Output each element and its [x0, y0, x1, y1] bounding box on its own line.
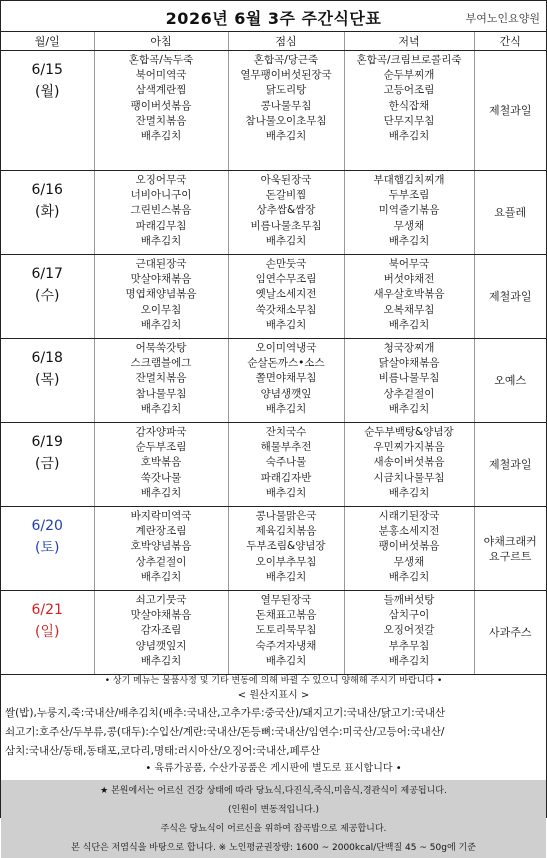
menu-item: 닭도리탕	[265, 84, 307, 97]
lunch-cell	[228, 339, 344, 423]
day-cell	[1, 423, 94, 507]
breakfast-cell	[94, 51, 228, 171]
lunch-cell	[228, 255, 344, 339]
snack-item: 제철과일	[488, 458, 532, 471]
menu-item: 배추김치	[388, 318, 430, 331]
menu-item: 한식잡채	[388, 99, 430, 112]
diet-notice-line: (인원이 변동적입니다.)	[228, 805, 319, 815]
menu-item: 배추김치	[388, 130, 430, 143]
menu-item: 팽이버섯볶음	[130, 99, 192, 112]
snack-item: 요구르트	[488, 549, 532, 563]
menu-item: 청국장찌개	[383, 342, 435, 354]
breakfast-cell	[94, 255, 228, 339]
menu-item: 두부조림	[388, 189, 430, 202]
menu-day-row	[1, 591, 546, 675]
menu-item: 계란장조림	[135, 525, 187, 538]
menu-item: 부대햄김치찌개	[373, 174, 445, 186]
menu-item: 비름나물초무침	[250, 219, 322, 232]
menu-day-row	[1, 255, 546, 339]
menu-item: 어묵쑥갓탕	[135, 342, 187, 354]
breakfast-cell	[94, 507, 228, 591]
menu-item: 잔멸치볶음	[135, 372, 187, 385]
menu-item: 혼합곡/크림브로콜리죽	[356, 54, 462, 66]
day-cell	[1, 171, 94, 255]
menu-item: 배추김치	[140, 402, 182, 415]
menu-item: 양념깻잎지	[135, 639, 187, 652]
weekday-label: (월)	[35, 84, 60, 100]
menu-item: 배추김치	[140, 570, 182, 583]
menu-day-row	[1, 339, 546, 423]
menu-item: 우민찌가지볶음	[373, 441, 445, 454]
snack-cell	[474, 51, 546, 171]
menu-item: 배추김치	[265, 570, 307, 583]
menu-item: 오이미역냉국	[255, 342, 317, 354]
snack-item: 오예스	[494, 374, 527, 387]
special-diet-notice-box	[1, 780, 546, 858]
origin-title: < 원산지표시 >	[237, 690, 310, 701]
menu-item: 쫄면야채무침	[255, 372, 317, 385]
diet-notice-line: 본 식단은 저염식을 바탕으로 합니다. ※ 노인평균권장량: 1600 ~ 2000kcal/단백질 45 ~ 50g에 기준	[71, 843, 476, 853]
menu-item: 배추김치	[265, 402, 307, 415]
menu-item: 너비아니구이	[130, 189, 192, 202]
column-header-date: 월/일	[1, 32, 94, 51]
menu-item: 파래김자반	[260, 471, 312, 484]
origin-line: 쇠고기:호주산/두부류,콩(대두):수입산/계란:국내산/돈등뼈:국내산/임연수:미국산/고등어:국내산/	[5, 726, 445, 738]
menu-item: 상추쌈&쌈장	[256, 204, 316, 217]
breakfast-cell	[94, 339, 228, 423]
menu-item: 새송이버섯볶음	[373, 456, 445, 469]
origin-line: 쌀(밥),누룽지,죽:국내산/배추김치(배추:국내산,고추가루:중국산)/돼지고기:국내산/닭고기:국내산	[5, 707, 446, 719]
menu-item: 미역줄기볶음	[378, 204, 440, 217]
menu-item: 쑥갓나물	[140, 471, 182, 484]
menu-item: 배추김치	[140, 318, 182, 331]
menu-item: 스크램블에그	[130, 357, 192, 370]
column-header-lunch: 점심	[228, 32, 344, 51]
menu-item: 콩나물무침	[260, 99, 312, 112]
weekday-label: (목)	[35, 372, 60, 388]
menu-item: 콩나물맑은국	[255, 510, 317, 522]
dinner-cell	[344, 255, 474, 339]
menu-item: 배추김치	[140, 654, 182, 667]
menu-item: 비름나물무침	[378, 372, 440, 385]
menu-item: 감자양파국	[135, 426, 187, 438]
snack-item: 제철과일	[488, 290, 532, 303]
menu-item: 삼색계란찜	[135, 84, 187, 97]
lunch-cell	[228, 171, 344, 255]
menu-item: 시래기된장국	[378, 510, 440, 522]
menu-item: 상추겉절이	[383, 387, 435, 400]
menu-item: 오징어무국	[135, 174, 187, 186]
menu-item: 오징어젓갈	[383, 624, 435, 637]
menu-item: 해물부추전	[260, 441, 312, 454]
weekday-label: (화)	[35, 204, 60, 220]
menu-item: 순두부찌개	[383, 69, 435, 82]
menu-item: 배추김치	[388, 486, 430, 499]
date-label: 6/17	[31, 266, 63, 282]
menu-item: 배추김치	[388, 570, 430, 583]
menu-item: 참나물오이초무침	[245, 114, 327, 127]
menu-item: 양념생깻잎	[260, 387, 312, 400]
menu-item: 새우살호박볶음	[373, 288, 445, 301]
weekday-label: (금)	[35, 456, 60, 472]
menu-item: 순살돈까스•소스	[247, 357, 325, 370]
date-label: 6/15	[31, 62, 63, 78]
menu-table-header-row	[1, 32, 546, 51]
menu-item: 삼치구이	[388, 609, 430, 622]
menu-item: 오이부추무침	[255, 555, 317, 568]
column-header-breakfast: 아침	[94, 32, 228, 51]
menu-item: 배추김치	[388, 402, 430, 415]
column-header-dinner: 저녁	[344, 32, 474, 51]
menu-item: 제육김치볶음	[255, 525, 317, 538]
menu-day-row	[1, 423, 546, 507]
menu-item: 바지락미역국	[130, 510, 192, 522]
menu-item: 시금치나물무침	[373, 471, 445, 484]
menu-item: 무생채	[393, 219, 425, 232]
menu-item: 숙주나물	[265, 456, 307, 469]
menu-item: 명엽채양념볶음	[125, 288, 197, 301]
menu-item: 순두부조림	[135, 441, 187, 454]
menu-item: 배추김치	[265, 654, 307, 667]
snack-cell	[474, 423, 546, 507]
menu-item: 도토리묵무침	[255, 624, 317, 637]
menu-item: 고등어조림	[383, 84, 435, 97]
menu-item: 오복채무침	[383, 303, 435, 316]
menu-item: 두부조림&양념장	[246, 540, 326, 553]
menu-item: 파래김무침	[135, 219, 187, 232]
menu-item: 손만둣국	[265, 258, 307, 270]
snack-cell	[474, 591, 546, 675]
menu-item: 배추김치	[140, 130, 182, 143]
menu-item: 배추김치	[265, 486, 307, 499]
menu-item: 임연수무조림	[255, 273, 317, 286]
menu-item: 순두부백탕&양념장	[364, 426, 454, 438]
menu-item: 버섯야채전	[383, 273, 435, 286]
menu-item: 쑥갓채소무침	[255, 303, 317, 316]
menu-item: 열무된장국	[260, 594, 312, 606]
page-title: 2026년 6월 3주 주간식단표	[165, 9, 382, 28]
menu-item: 분홍소세지전	[378, 525, 440, 538]
day-cell	[1, 507, 94, 591]
day-cell	[1, 591, 94, 675]
weekday-label: (일)	[35, 624, 60, 640]
menu-item: 옛날소세지전	[255, 288, 317, 301]
dinner-cell	[344, 423, 474, 507]
breakfast-cell	[94, 423, 228, 507]
menu-item: 맛살야채볶음	[130, 609, 192, 622]
menu-item: 돈채표고볶음	[255, 609, 317, 622]
menu-item: 북어미역국	[135, 69, 187, 82]
column-header-snack: 간식	[474, 32, 546, 51]
snack-cell	[474, 507, 546, 591]
menu-item: 배추김치	[388, 654, 430, 667]
day-cell	[1, 339, 94, 423]
menu-item: 배추김치	[140, 234, 182, 247]
menu-day-row	[1, 51, 546, 171]
dinner-cell	[344, 507, 474, 591]
organization-name: 부여노인요양원	[465, 12, 540, 25]
diet-notice-line: 주식은 당뇨식이 어르신을 위하여 잡곡밥으로 제공합니다.	[160, 824, 387, 834]
menu-item: 북어무국	[388, 258, 430, 270]
menu-table	[1, 32, 546, 675]
menu-item: 배추김치	[140, 486, 182, 499]
breakfast-cell	[94, 591, 228, 675]
menu-item: 열무팽이버섯된장국	[240, 69, 332, 82]
snack-cell	[474, 339, 546, 423]
menu-item: 혼합곡/녹두죽	[128, 54, 194, 66]
weekday-label: (토)	[35, 540, 60, 556]
menu-day-row	[1, 507, 546, 591]
menu-item: 배추김치	[265, 318, 307, 331]
snack-item: 야채크래커	[483, 534, 537, 548]
menu-day-row	[1, 171, 546, 255]
menu-item: 쇠고기뭇국	[135, 594, 187, 606]
menu-notes	[1, 675, 546, 858]
menu-item: 배추김치	[388, 234, 430, 247]
snack-item: 요플레	[494, 206, 527, 219]
breakfast-cell	[94, 171, 228, 255]
menu-item: 부추무침	[388, 639, 430, 652]
weekday-label: (수)	[35, 288, 60, 304]
lunch-cell	[228, 51, 344, 171]
menu-item: 잔치국수	[265, 426, 307, 438]
date-label: 6/18	[31, 350, 63, 366]
snack-cell	[474, 171, 546, 255]
date-label: 6/21	[31, 602, 63, 618]
menu-item: 상추겉절이	[135, 555, 187, 568]
snack-item: 제철과일	[488, 104, 532, 117]
date-label: 6/20	[31, 518, 63, 534]
menu-item: 닭살야채볶음	[378, 357, 440, 370]
change-notice: • 상기 메뉴는 물품사정 및 기타 변동에 의해 바뀔 수 있으니 양해해 주시기 바랍니다 •	[104, 676, 443, 686]
snack-cell	[474, 255, 546, 339]
dinner-cell	[344, 171, 474, 255]
menu-item: 무생채	[393, 555, 425, 568]
menu-header	[1, 1, 546, 32]
menu-item: 배추김치	[265, 234, 307, 247]
menu-item: 맛살야채볶음	[130, 273, 192, 286]
day-cell	[1, 51, 94, 171]
menu-item: 호박볶음	[140, 456, 182, 469]
dinner-cell	[344, 591, 474, 675]
menu-table-body	[1, 51, 546, 675]
diet-notice-line: ★ 본원에서는 어르신 건강 상태에 따라 당뇨식,다진식,죽식,미음식,경관식이 제공됩니다.	[100, 786, 447, 796]
menu-item: 잔멸치볶음	[135, 114, 187, 127]
processed-food-notice: • 육류가공품, 수산가공품은 게시판에 별도로 표시합니다 •	[145, 763, 402, 774]
origin-line: 삼치:국내산/동태,동태포,코다리,명태:러시아산/오징어:국내산,페루산	[5, 745, 321, 757]
menu-item: 팽이버섯볶음	[378, 540, 440, 553]
menu-item: 돈갈비찜	[265, 189, 307, 202]
menu-item: 호박양념볶음	[130, 540, 192, 553]
lunch-cell	[228, 591, 344, 675]
menu-item: 참나물무침	[135, 387, 187, 400]
dinner-cell	[344, 339, 474, 423]
lunch-cell	[228, 423, 344, 507]
dinner-cell	[344, 51, 474, 171]
menu-item: 근대된장국	[135, 258, 187, 270]
menu-item: 그린빈스볶음	[130, 204, 192, 217]
lunch-cell	[228, 507, 344, 591]
menu-item: 배추김치	[265, 130, 307, 143]
menu-item: 단무지무침	[383, 114, 435, 127]
menu-item: 들깨버섯탕	[383, 594, 435, 606]
date-label: 6/19	[31, 434, 63, 450]
menu-item: 숙주겨자냉채	[255, 639, 317, 652]
date-label: 6/16	[31, 182, 63, 198]
menu-item: 오이무침	[140, 303, 182, 316]
snack-item: 사과주스	[488, 626, 532, 639]
day-cell	[1, 255, 94, 339]
menu-item: 감자조림	[140, 624, 182, 637]
menu-item: 아욱된장국	[260, 174, 312, 186]
menu-item: 혼합곡/당근죽	[253, 54, 319, 66]
